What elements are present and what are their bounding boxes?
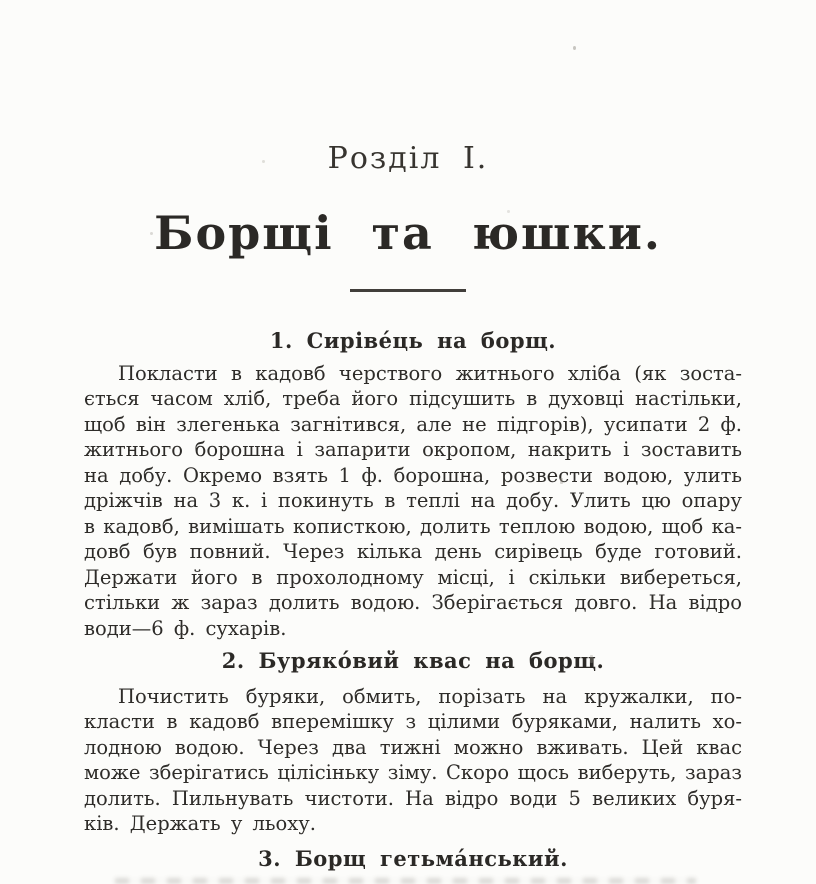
text-line: ється часом хліб, треба його підсушить в духовці настільки, — [84, 387, 742, 411]
section-divider-rule — [350, 289, 466, 292]
text-line: на добу. Окремо взять 1 ф. борошна, розвести водою, улить — [84, 463, 742, 487]
text-line: житнього борошна і запарити окропом, накрить і зоставить — [84, 438, 742, 462]
scan-speck — [262, 160, 265, 163]
text-line: дріжчів на 3 к. і покинуть в теплі на добу. Улить цю опару — [84, 489, 742, 513]
scan-speck — [507, 210, 510, 213]
recipe-paragraph-1 — [84, 361, 742, 641]
text-line: класти в кадовб вперемішку з цілими буряками, налить хо- — [84, 710, 742, 734]
recipe-paragraph-2 — [84, 684, 742, 837]
scan-speck — [150, 232, 153, 235]
text-line: Почистить буряки, обмить, порізать на кружалки, по- — [118, 685, 742, 708]
recipe-heading-1: 1. Сиріве́ць на борщ. — [269, 328, 557, 353]
text-line: долить. Пильнувать чистоти. На відро води 5 великих буря- — [84, 786, 742, 810]
text-line: може зберігатись цілісіньку зіму. Скоро щось виберуть, зараз — [84, 761, 742, 785]
scan-speck — [573, 46, 576, 50]
next-line-cutoff-smudge — [115, 878, 696, 884]
text-line: ків. Держать у льоху. — [84, 812, 316, 836]
text-line: щоб він злегенька загнітився, але не підгорів), усипати 2 ф. — [84, 412, 742, 436]
text-line: стільки ж зараз долить водою. Зберігається довго. На відро — [84, 591, 742, 615]
text-line: довб був повний. Через кілька день сирівець буде готовий. — [84, 540, 742, 564]
text-line: Держати його в прохолодному місці, і скільки вибереться, — [84, 565, 742, 589]
text-line: лодною водою. Через два тижні можно вживать. Цей квас — [84, 735, 742, 759]
text-line: в кадовб, вимішать кописткою, долить теплою водою, щоб ка- — [84, 514, 742, 538]
chapter-title: Борщі та юшки. — [154, 206, 662, 260]
chapter-label: Розділ I. — [327, 141, 489, 176]
text-line: Покласти в кадовб черствого житнього хліба (як зоста- — [118, 362, 742, 385]
recipe-heading-2: 2. Буряко́вий квас на борщ. — [221, 648, 605, 673]
scan-speck — [560, 478, 563, 484]
recipe-heading-3: 3. Борщ гетьма́нський. — [258, 846, 568, 871]
text-line: води—6 ф. сухарів. — [84, 616, 287, 640]
scan-speck — [590, 655, 593, 663]
